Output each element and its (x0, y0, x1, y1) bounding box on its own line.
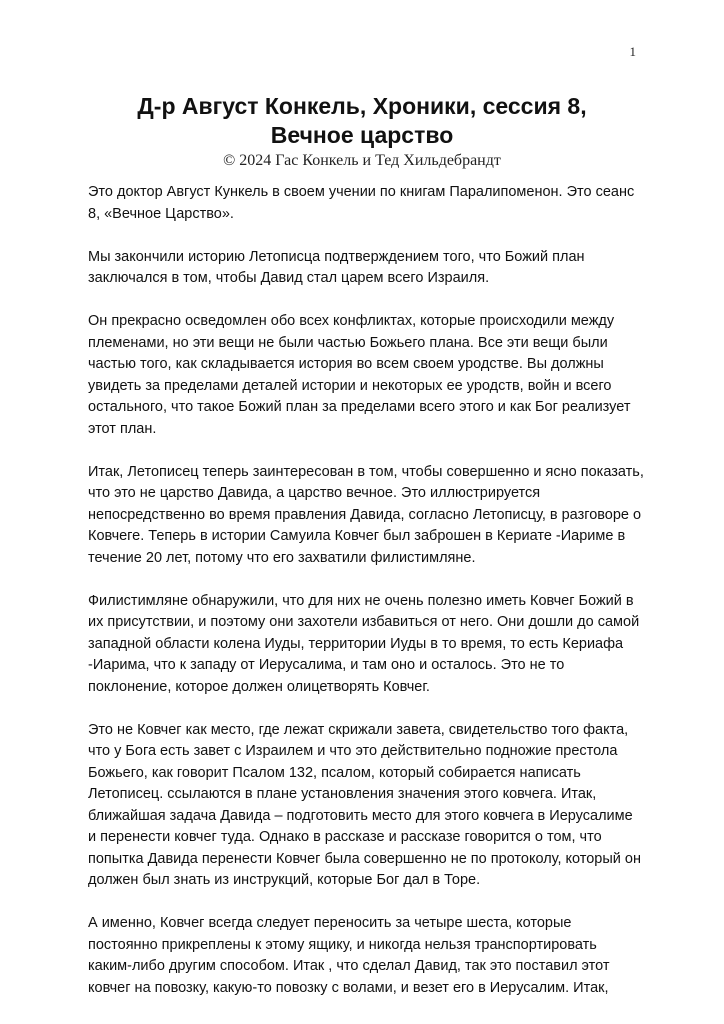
paragraph-4: Итак, Летописец теперь заинтересован в том, чтобы совершенно и ясно показать, что это не царство Давида, а царство вечное. Это иллюстрируется непосредственно во время правления Давида, согласно Летописцу, в разговоре о Ковчеге. Теперь в истории Самуила Ковчег был заброшен в Кериате -Иариме в течение 20 лет, потому что его захватили филистимляне. (88, 463, 644, 566)
paragraph-1: Это доктор Август Кункель в своем учении по книгам Паралипоменон. Это сеанс 8, «Вечное Царство». (88, 184, 635, 222)
paragraph-5: Филистимляне обнаружили, что для них не очень полезно иметь Ковчег Божий в их присутствии, и поэтому они захотели избавиться от него. Они дошли до самой западной области колена Иуды, территории Иуды в то время, то есть Кериафа -Иарима, что к западу от Иерусалима, и там оно и осталось. Это не то поклонение, которое должен олицетворять Ковчег. (88, 592, 640, 695)
paragraph-2: Мы закончили историю Летописца подтверждением того, что Божий план заключался в том, чтобы Давид стал царем всего Израиля. (88, 248, 585, 286)
paragraph-7: А именно, Ковчег всегда следует переносить за четыре шеста, которые постоянно прикреплены к этому ящику, и никогда нельзя транспортировать каким-либо другим способом. Итак , что сделал Давид, так это поставил этот ковчег на повозку, какую-то повозку с волами, и везет его в Иерусалим. Итак, (88, 915, 610, 996)
copyright-notice: © 2024 Гас Конкель и Тед Хильдебрандт (223, 152, 501, 169)
paragraph-3: Он прекрасно осведомлен обо всех конфликтах, которые происходили между племенами, но эти вещи не были частью Божьего плана. Все эти вещи были частью того, как складывается история во всем своем уродстве. Вы должны увидеть за пределами деталей истории и некоторых ее уродств, войн и всего остального, что такое Божий план за пределами всего этого и как Бог реализует этот план. (88, 313, 631, 437)
document-body (88, 182, 644, 1021)
document-title-line-2: Вечное царство (270, 122, 454, 148)
page-number: 1 (629, 44, 636, 59)
document-header (0, 92, 724, 171)
document-title-line-1: Д-р Август Конкель, Хроники, сессия 8, (137, 93, 587, 119)
paragraph-6: Это не Ковчег как место, где лежат скрижали завета, свидетельство того факта, что у Бога есть завет с Израилем и что это действительно подножие престола Божьего, как говорит Псалом 132, псалом, который собирается написать Летописец. ссылаются в плане установления значения этого ковчега. Итак, ближайшая задача Давида – подготовить место для этого ковчега в Иерусалиме и перенести ковчег туда. Однако в рассказе и рассказе говорится о том, что попытка Давида перенести Ковчег была совершенно не по протоколу, который он должен был знать из инструкций, которые Бог дал в Торе. (88, 721, 641, 888)
